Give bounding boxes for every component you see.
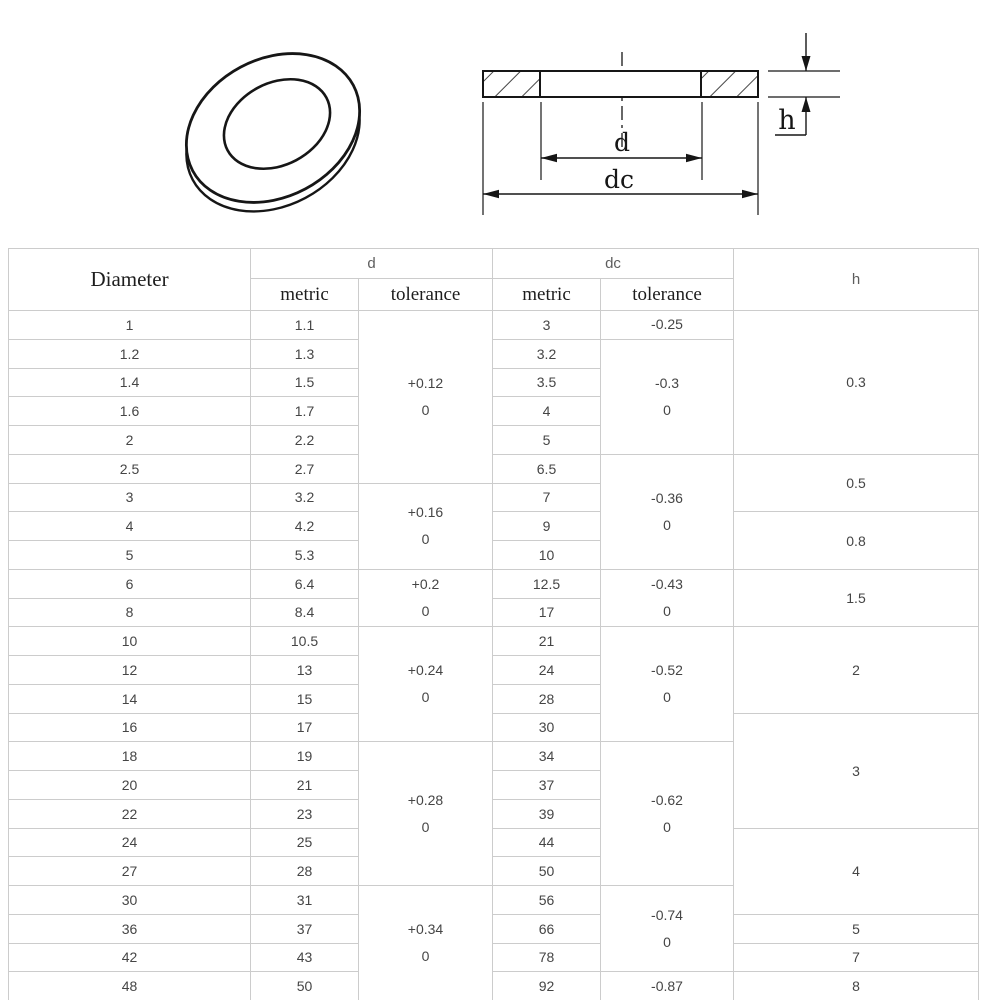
diameter-cell: 2.5 [9, 454, 251, 483]
table-row [9, 828, 979, 857]
header-dc-group: dc [493, 249, 734, 279]
dc-metric-cell: 34 [493, 742, 601, 771]
header-dc-tolerance: tolerance [601, 279, 734, 311]
hatch-left [483, 71, 540, 97]
arrow-up-icon [802, 97, 811, 112]
dc-metric-cell: 6.5 [493, 454, 601, 483]
diameter-cell: 5 [9, 541, 251, 570]
dc-tolerance-cell: -0.87 [601, 972, 734, 1000]
d-tolerance-cell: +0.24 0 [359, 627, 493, 742]
dc-tolerance-cell: -0.43 0 [601, 569, 734, 627]
d-metric-cell: 1.7 [251, 397, 359, 426]
h-cell: 0.8 [734, 512, 979, 570]
header-dc-metric: metric [493, 279, 601, 311]
dc-tolerance-cell: -0.36 0 [601, 454, 734, 569]
table-row [9, 972, 979, 1000]
dc-tolerance-cell: -0.3 0 [601, 339, 734, 454]
dc-metric-cell: 3.5 [493, 368, 601, 397]
dim-label-d: d [613, 128, 631, 157]
dc-metric-cell: 28 [493, 684, 601, 713]
dc-metric-cell: 56 [493, 886, 601, 915]
spec-table-body [9, 311, 979, 1000]
diameter-cell: 16 [9, 713, 251, 742]
d-metric-cell: 25 [251, 828, 359, 857]
d-metric-cell: 8.4 [251, 598, 359, 627]
diameter-cell: 27 [9, 857, 251, 886]
dc-metric-cell: 10 [493, 541, 601, 570]
dim-label-h: h [778, 105, 796, 136]
spec-table-header [9, 249, 979, 311]
d-metric-cell: 1.3 [251, 339, 359, 368]
d-metric-cell: 2.7 [251, 454, 359, 483]
dc-metric-cell: 30 [493, 713, 601, 742]
d-metric-cell: 4.2 [251, 512, 359, 541]
diameter-cell: 20 [9, 771, 251, 800]
header-d-group: d [251, 249, 493, 279]
arrow-left-icon [541, 154, 557, 162]
dc-metric-cell: 44 [493, 828, 601, 857]
dc-tolerance-cell: -0.74 0 [601, 886, 734, 972]
dc-metric-cell: 5 [493, 426, 601, 455]
h-cell: 0.3 [734, 311, 979, 455]
d-tolerance-cell: +0.12 0 [359, 311, 493, 484]
d-metric-cell: 15 [251, 684, 359, 713]
d-metric-cell: 37 [251, 914, 359, 943]
h-cell: 3 [734, 713, 979, 828]
dc-metric-cell: 78 [493, 943, 601, 972]
dc-metric-cell: 37 [493, 771, 601, 800]
d-metric-cell: 28 [251, 857, 359, 886]
h-cell: 5 [734, 914, 979, 943]
h-cell: 4 [734, 828, 979, 914]
dc-metric-cell: 3 [493, 311, 601, 340]
diameter-cell: 42 [9, 943, 251, 972]
d-metric-cell: 3.2 [251, 483, 359, 512]
dc-metric-cell: 66 [493, 914, 601, 943]
dc-metric-cell: 24 [493, 656, 601, 685]
d-metric-cell: 2.2 [251, 426, 359, 455]
d-tolerance-cell: +0.34 0 [359, 886, 493, 1000]
h-cell: 2 [734, 627, 979, 713]
table-row [9, 914, 979, 943]
diameter-cell: 12 [9, 656, 251, 685]
dim-label-dc: dc [603, 165, 635, 194]
h-cell: 8 [734, 972, 979, 1000]
h-cell: 0.5 [734, 454, 979, 512]
diameter-cell: 10 [9, 627, 251, 656]
d-metric-cell: 17 [251, 713, 359, 742]
diameter-cell: 1 [9, 311, 251, 340]
dc-metric-cell: 7 [493, 483, 601, 512]
header-diameter: Diameter [9, 249, 251, 311]
d-metric-cell: 1.1 [251, 311, 359, 340]
diameter-cell: 1.6 [9, 397, 251, 426]
table-row [9, 713, 979, 742]
d-tolerance-cell: +0.28 0 [359, 742, 493, 886]
diameter-cell: 4 [9, 512, 251, 541]
arrow-right-icon [742, 190, 758, 198]
header-h: h [734, 249, 979, 311]
dc-tolerance-cell: -0.25 [601, 311, 734, 340]
dc-metric-cell: 3.2 [493, 339, 601, 368]
d-tolerance-cell: +0.2 0 [359, 569, 493, 627]
table-row [9, 569, 979, 598]
table-row [9, 311, 979, 340]
diameter-cell: 1.4 [9, 368, 251, 397]
d-metric-cell: 21 [251, 771, 359, 800]
d-metric-cell: 50 [251, 972, 359, 1000]
diameter-cell: 22 [9, 799, 251, 828]
dc-metric-cell: 17 [493, 598, 601, 627]
d-metric-cell: 10.5 [251, 627, 359, 656]
header-d-metric: metric [251, 279, 359, 311]
d-tolerance-cell: +0.16 0 [359, 483, 493, 569]
d-metric-cell: 31 [251, 886, 359, 915]
table-row [9, 943, 979, 972]
arrow-left-icon [483, 190, 499, 198]
table-row [9, 627, 979, 656]
h-cell: 7 [734, 943, 979, 972]
diameter-cell: 30 [9, 886, 251, 915]
header-d-tolerance: tolerance [359, 279, 493, 311]
spec-table [8, 248, 979, 1000]
arrow-down-icon [802, 56, 811, 71]
hatch-right [701, 71, 758, 97]
arrow-right-icon [686, 154, 702, 162]
dc-metric-cell: 21 [493, 627, 601, 656]
d-metric-cell: 19 [251, 742, 359, 771]
dc-metric-cell: 4 [493, 397, 601, 426]
d-metric-cell: 13 [251, 656, 359, 685]
d-metric-cell: 1.5 [251, 368, 359, 397]
dc-tolerance-cell: -0.62 0 [601, 742, 734, 886]
diameter-cell: 2 [9, 426, 251, 455]
diameter-cell: 3 [9, 483, 251, 512]
dc-metric-cell: 12.5 [493, 569, 601, 598]
diameter-cell: 14 [9, 684, 251, 713]
dc-metric-cell: 39 [493, 799, 601, 828]
diameter-cell: 1.2 [9, 339, 251, 368]
dc-metric-cell: 92 [493, 972, 601, 1000]
d-metric-cell: 23 [251, 799, 359, 828]
washer-3d-view [160, 24, 385, 240]
diameter-cell: 18 [9, 742, 251, 771]
dc-tolerance-cell: -0.52 0 [601, 627, 734, 742]
d-metric-cell: 43 [251, 943, 359, 972]
dc-metric-cell: 9 [493, 512, 601, 541]
diameter-cell: 6 [9, 569, 251, 598]
d-metric-cell: 5.3 [251, 541, 359, 570]
technical-drawing [0, 0, 1000, 246]
diameter-cell: 36 [9, 914, 251, 943]
diameter-cell: 8 [9, 598, 251, 627]
d-metric-cell: 6.4 [251, 569, 359, 598]
h-cell: 1.5 [734, 569, 979, 627]
diameter-cell: 48 [9, 972, 251, 1000]
table-row [9, 454, 979, 483]
dc-metric-cell: 50 [493, 857, 601, 886]
table-row [9, 512, 979, 541]
diameter-cell: 24 [9, 828, 251, 857]
